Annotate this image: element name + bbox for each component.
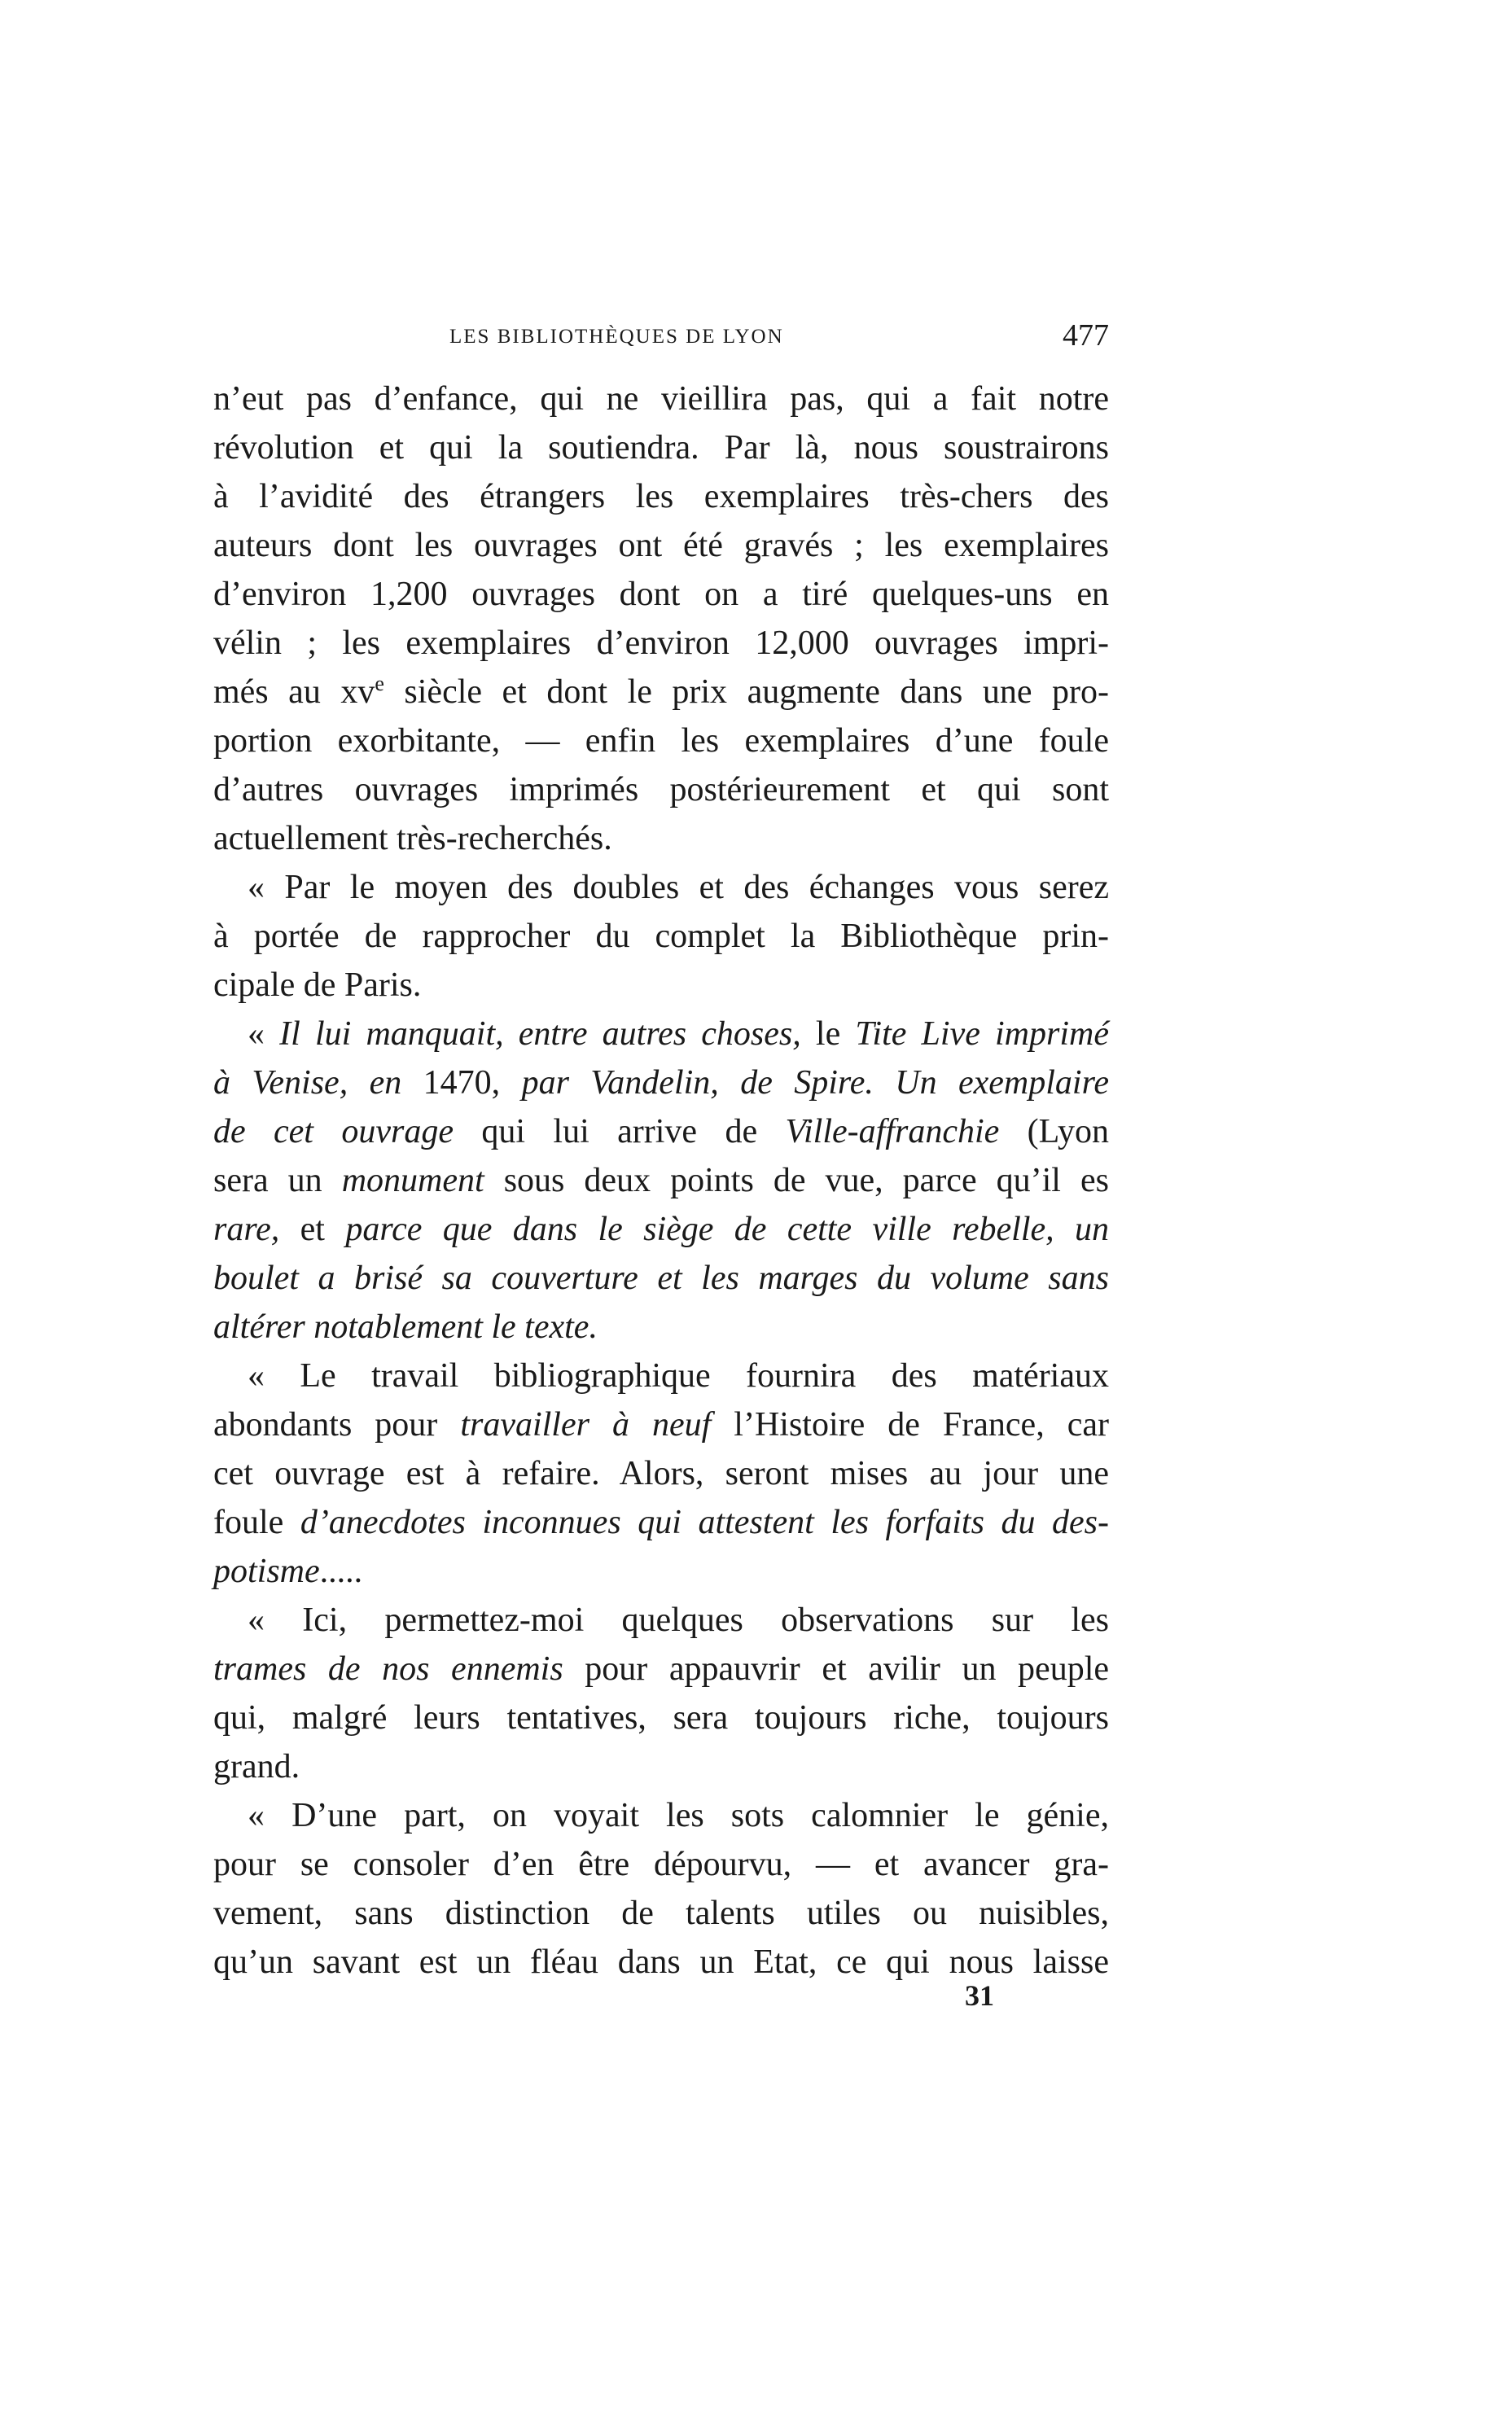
text-line <box>213 1205 1109 1254</box>
text-segment: actuellement très-recherchés. <box>213 820 612 857</box>
text-line <box>213 1449 1109 1498</box>
italic-text: altérer notablement le texte. <box>213 1308 598 1346</box>
printer-signature-mark: 31 <box>965 1979 994 2012</box>
text-line <box>213 472 1109 521</box>
text-segment: abondants pour <box>213 1406 461 1444</box>
text-line <box>213 1107 1109 1156</box>
text-segment: siècle et dont le prix augmente dans une pro- <box>383 673 1109 711</box>
italic-text: rare, <box>213 1211 280 1248</box>
text-segment: auteurs dont les ouvrages ont été gravés ; les exemplaires <box>213 527 1109 564</box>
page-number: 477 <box>1063 318 1109 353</box>
text-line <box>213 619 1109 668</box>
text-line <box>213 1791 1109 1840</box>
text-segment: sera un <box>213 1162 342 1199</box>
running-title: LES BIBLIOTHÈQUES DE LYON <box>449 326 784 348</box>
italic-text: Ville-affranchie <box>785 1113 1000 1150</box>
text-segment: 1470, <box>401 1064 522 1102</box>
text-line <box>213 570 1109 619</box>
text-segment: l’Histoire de France, car <box>711 1406 1109 1444</box>
text-line <box>213 1889 1109 1938</box>
text-line <box>213 1400 1109 1449</box>
text-line <box>213 1058 1109 1107</box>
text-line <box>213 521 1109 570</box>
text-line <box>213 1742 1109 1791</box>
text-line <box>213 961 1109 1010</box>
text-segment: qui, malgré leurs tentatives, sera toujours riche, toujours <box>213 1699 1109 1737</box>
text-segment: n’eut pas d’enfance, qui ne vieillira pas, qui a fait notre <box>213 380 1109 418</box>
text-line <box>213 1254 1109 1303</box>
italic-text: parce que dans le siège de cette ville rebelle, un <box>345 1211 1110 1248</box>
text-segment: à l’avidité des étrangers les exemplaires très-chers des <box>213 478 1109 515</box>
text-segment: vélin ; les exemplaires d’environ 12,000 ouvrages impri- <box>213 624 1109 662</box>
italic-text: travailler à neuf <box>460 1406 712 1444</box>
italic-text: de cet ouvrage <box>213 1113 454 1150</box>
text-segment: « D’une part, on voyait les sots calomnier le génie, <box>248 1797 1109 1834</box>
text-segment: « Ici, permettez-moi quelques observations sur les <box>248 1601 1109 1639</box>
running-head <box>213 318 1109 366</box>
text-line <box>213 1010 1109 1058</box>
body-text <box>213 375 1109 1987</box>
text-segment: grand. <box>213 1748 300 1785</box>
text-line <box>213 375 1109 423</box>
text-segment: cipale de Paris. <box>213 966 422 1004</box>
text-line <box>213 1156 1109 1205</box>
text-segment: révolution et qui la soutiendra. Par là, nous soustrairons <box>213 429 1109 467</box>
text-line <box>213 863 1109 912</box>
text-segment: (Lyon <box>999 1113 1109 1150</box>
text-line <box>213 1498 1109 1547</box>
text-line <box>213 1303 1109 1352</box>
text-segment: foule <box>213 1504 300 1541</box>
text-line <box>213 1547 1109 1596</box>
text-line <box>213 912 1109 961</box>
text-segment: pour se consoler d’en être dépourvu, — et avancer gra- <box>213 1846 1109 1883</box>
text-segment: « <box>248 1015 280 1053</box>
text-line <box>213 1693 1109 1742</box>
text-segment: sous deux points de vue, parce qu’il es <box>484 1162 1109 1199</box>
text-line <box>213 1596 1109 1645</box>
text-segment: e <box>375 672 384 695</box>
italic-text: potisme <box>213 1553 320 1590</box>
text-line <box>213 1352 1109 1400</box>
text-line <box>213 1645 1109 1693</box>
text-segment: d’autres ouvrages imprimés postérieurement et qui sont <box>213 771 1109 808</box>
text-segment: vement, sans distinction de talents utiles ou nuisibles, <box>213 1895 1109 1932</box>
text-segment: qui lui arrive de <box>453 1113 786 1150</box>
text-line <box>213 765 1109 814</box>
text-line <box>213 814 1109 863</box>
text-segment: « Le travail bibliographique fournira des matériaux <box>248 1357 1109 1395</box>
text-line <box>213 668 1109 716</box>
text-segment: més au xv <box>213 673 375 711</box>
text-line <box>213 716 1109 765</box>
text-segment: d’environ 1,200 ouvrages dont on a tiré quelques-uns en <box>213 576 1109 613</box>
italic-text: Tite Live imprimé <box>855 1015 1109 1053</box>
text-segment: pour appauvrir et avilir un peuple <box>563 1650 1110 1688</box>
italic-text: par Vandelin, de Spire. Un exemplaire <box>521 1064 1109 1102</box>
text-line <box>213 1840 1109 1889</box>
text-segment: « Par le moyen des doubles et des échanges vous serez <box>248 869 1109 906</box>
text-segment: le <box>800 1015 856 1053</box>
italic-text: boulet a brisé sa couverture et les marges du volume sans <box>213 1260 1109 1297</box>
italic-text: à Venise, en <box>213 1064 402 1102</box>
text-line <box>213 423 1109 472</box>
text-segment: cet ouvrage est à refaire. Alors, seront mises au jour une <box>213 1455 1109 1492</box>
text-segment: à portée de rapprocher du complet la Bibliothèque prin- <box>213 918 1109 955</box>
italic-text: d’anecdotes inconnues qui attestent les forfaits du des- <box>300 1504 1110 1541</box>
italic-text: Il lui manquait, entre autres choses, <box>279 1015 801 1053</box>
text-segment: portion exorbitante, — enfin les exemplaires d’une foule <box>213 722 1109 760</box>
italic-text: trames de nos ennemis <box>213 1650 563 1688</box>
text-segment: qu’un savant est un fléau dans un Etat, ce qui nous laisse <box>213 1943 1109 1981</box>
text-segment: et <box>279 1211 346 1248</box>
italic-text: monument <box>341 1162 484 1199</box>
text-segment: ..... <box>319 1553 363 1590</box>
